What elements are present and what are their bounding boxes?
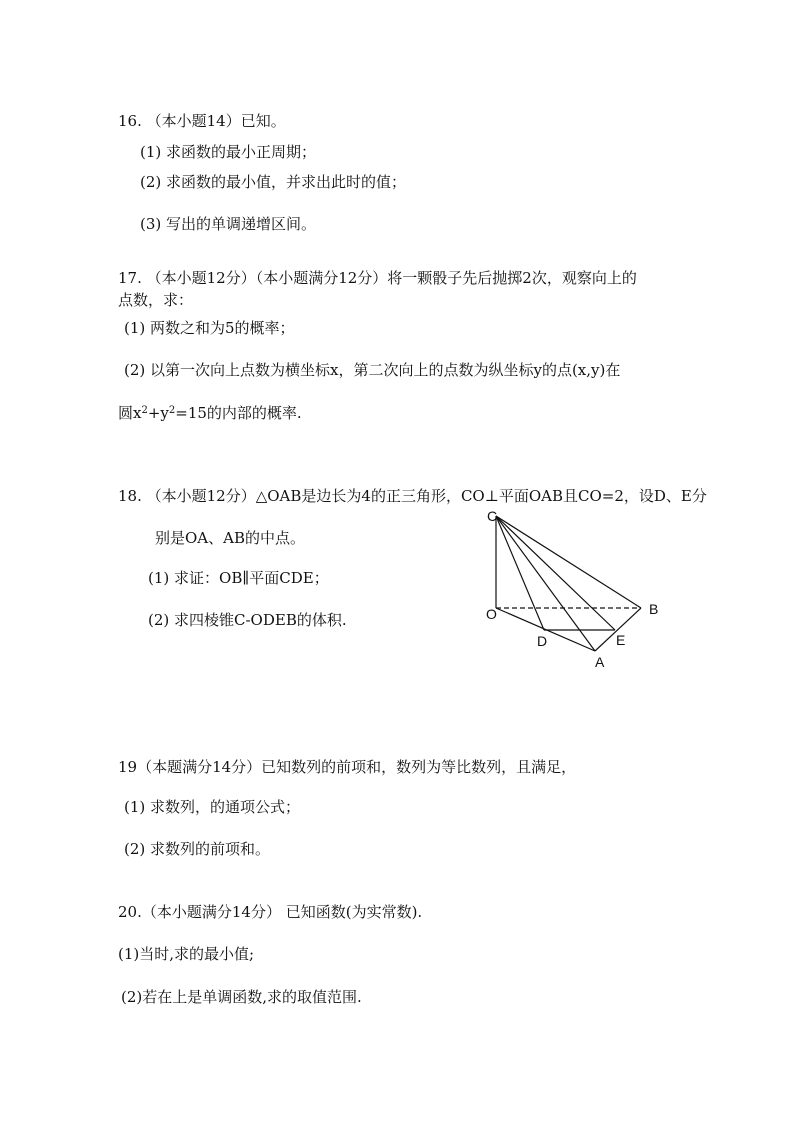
q16-title: 16. （本小题14）已知。 (118, 112, 286, 130)
q19-part1: (1) 求数列，的通项公式； (124, 798, 301, 816)
edge-cb (496, 516, 641, 608)
q17-exp-1: 2 (141, 405, 148, 416)
q18-part2: (2) 求四棱锥C-ODEB的体积. (148, 611, 347, 629)
label-c: C (487, 508, 498, 524)
edge-ca (496, 516, 595, 651)
q18-title: 18. （本小题12分）△OAB是边长为4的正三角形，CO⊥平面OAB且CO=2，设D、E分 (118, 487, 707, 505)
pyramid-figure (484, 508, 664, 670)
q20-part1: (1)当时,求的最小值; (118, 945, 255, 963)
q20-part2: (2)若在上是单调函数,求的取值范围. (121, 988, 362, 1006)
q17-part2: (2) 以第一次向上点数为横坐标x，第二次向上的点数为纵坐标y的点(x,y)在 (124, 361, 621, 379)
q19-title: 19（本题满分14分）已知数列的前项和，数列为等比数列，且满足， (118, 758, 577, 776)
q18-part1: (1) 求证：OB∥平面CDE； (148, 569, 329, 587)
q18-title-continuation: 别是OA、AB的中点。 (155, 529, 305, 547)
q17-part2-continuation (118, 403, 302, 423)
q17-part1: (1) 两数之和为5的概率； (124, 319, 295, 337)
q17-exp-2: 2 (168, 405, 176, 416)
label-a: A (595, 654, 605, 670)
q17-cont-mid: +y (147, 404, 169, 422)
q16-part1: (1) 求函数的最小正周期； (140, 143, 317, 161)
q16-part2: (2) 求函数的最小值，并求出此时的值； (140, 173, 407, 191)
q19-part2: (2) 求数列的前项和。 (124, 840, 271, 858)
q17-title-line1: 17. （本小题12分）（本小题满分12分）将一颗骰子先后抛掷2次，观察向上的 (118, 269, 637, 287)
q20-title: 20.（本小题满分14分） 已知函数(为实常数). (118, 903, 423, 921)
edge-ce (496, 516, 615, 630)
edge-cd (496, 516, 544, 630)
q17-cont-post: =15的内部的概率. (175, 404, 302, 422)
label-d: D (537, 633, 548, 649)
label-e: E (616, 632, 626, 648)
q17-title-line2: 点数，求： (118, 291, 194, 309)
label-o: O (486, 606, 497, 622)
label-b: B (649, 601, 659, 617)
q17-cont-pre: 圆x (118, 404, 142, 422)
q16-part3: (3) 写出的单调递增区间。 (140, 215, 317, 233)
